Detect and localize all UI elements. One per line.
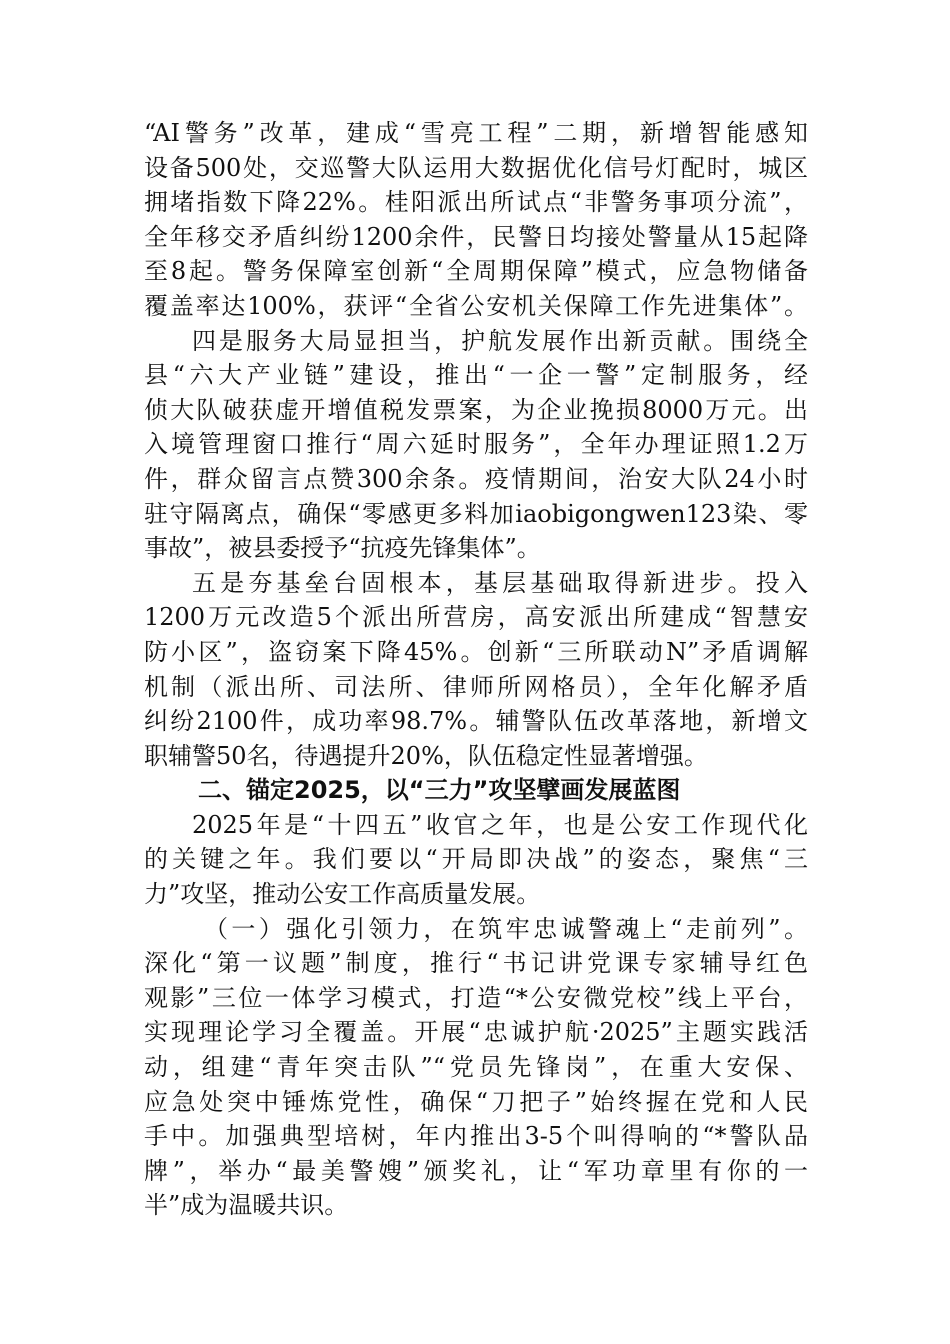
text-line: 半”成为温暖共识。 (144, 1191, 349, 1220)
text-line: 动，组建“青年突击队”“党员先锋岗”，在重大安保、 (144, 1053, 808, 1082)
text-line: 县“六大产业链”建设，推出“一企一警”定制服务，经 (144, 361, 808, 390)
text-line: 实现理论学习全覆盖。开展“忠诚护航·2025”主题实践活 (144, 1018, 808, 1047)
text-line: 拥堵指数下降22%。桂阳派出所试点“非警务事项分流”， (144, 188, 808, 217)
text-line: 手中。加强典型培树，年内推出3-5个叫得响的“*警队品 (144, 1122, 808, 1151)
text-line: 覆盖率达100%，获评“全省公安机关保障工作先进集体”。 (144, 291, 808, 320)
paragraph-start-line: 五是夯基垒台固根本，基层基础取得新进步。投入 (192, 568, 808, 597)
text-line: 入境管理窗口推行“周六延时服务”，全年办理证照1.2万 (144, 430, 808, 459)
text-line: 力”攻坚，推动公安工作高质量发展。 (144, 880, 541, 909)
text-line: 职辅警50名，待遇提升20%，队伍稳定性显著增强。 (144, 741, 708, 770)
text-line: 防小区”，盗窃案下降45%。创新“三所联动N”矛盾调解 (144, 637, 808, 666)
text-line: 应急处突中锤炼党性，确保“刀把子”始终握在党和人民 (144, 1087, 808, 1116)
text-line: 机制（派出所、司法所、律师所网格员），全年化解矛盾 (144, 672, 808, 701)
paragraph-start-line: 四是服务大局显担当，护航发展作出新贡献。围绕全 (192, 326, 808, 355)
text-line: 驻守隔离点，确保“零感更多料加iaobigongwen123染、零 (144, 499, 808, 528)
text-line: 全年移交矛盾纠纷1200余件，民警日均接处警量从15起降 (144, 222, 808, 251)
text-line: 件，群众留言点赞300余条。疫情期间，治安大队24小时 (144, 464, 808, 493)
text-line: 至8起。警务保障室创新“全周期保障”模式，应急物储备 (144, 257, 808, 286)
section-heading: 二、锚定2025，以“三力”攻坚擘画发展蓝图 (198, 776, 681, 805)
document-page (144, 116, 808, 1223)
text-line: 深化“第一议题”制度，推行“书记讲党课专家辅导红色 (144, 949, 808, 978)
paragraph-start-line: 2025年是“十四五”收官之年，也是公安工作现代化 (192, 810, 808, 839)
text-line: “AI警务”改革，建成“雪亮工程”二期，新增智能感知 (144, 119, 808, 147)
text-line: 事故”，被县委授予“抗疫先锋集体”。 (144, 534, 541, 563)
text-line: 观影”三位一体学习模式，打造“*公安微党校”线上平台， (144, 983, 808, 1012)
text-line: 设备500处，交巡警大队运用大数据优化信号灯配时，城区 (144, 153, 808, 182)
text-line: 纠纷2100件，成功率98.7%。辅警队伍改革落地，新增文 (144, 707, 808, 736)
text-line: 的关键之年。我们要以“开局即决战”的姿态，聚焦“三 (144, 845, 808, 874)
text-line: 1200万元改造5个派出所营房，高安派出所建成“智慧安 (144, 603, 808, 632)
subsection-heading: （一）强化引领力，在筑牢忠诚警魂上“走前列”。 (204, 914, 808, 943)
text-line: 牌”，举办“最美警嫂”颁奖礼，让“军功章里有你的一 (144, 1156, 808, 1185)
text-line: 侦大队破获虚开增值税发票案，为企业挽损8000万元。出 (144, 395, 808, 424)
